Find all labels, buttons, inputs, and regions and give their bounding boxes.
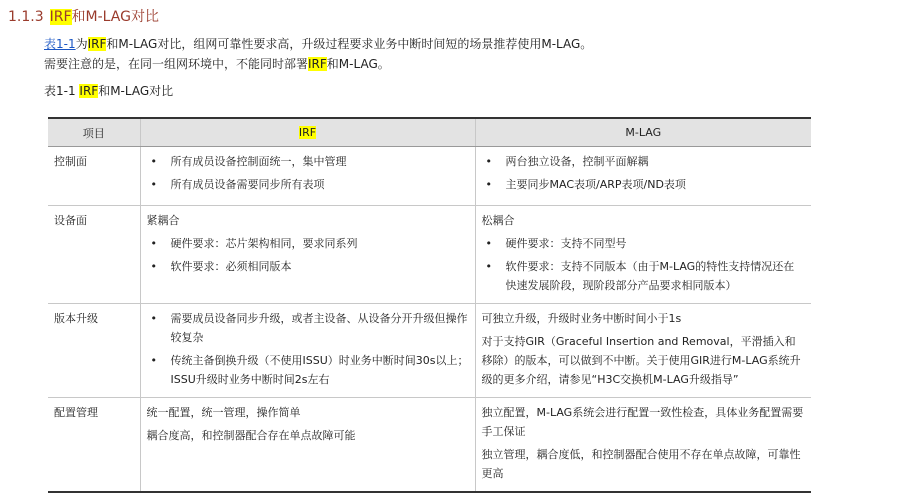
header-irf-label: IRF xyxy=(298,126,317,139)
mlag-cell xyxy=(475,398,811,493)
intro-text: 为 xyxy=(75,37,88,51)
irf-cell xyxy=(140,398,475,493)
list-item: • 软件要求：必须相同版本 xyxy=(147,257,469,276)
cell-paragraph: 独立配置，M-LAG系统会进行配置一致性检查，具体业务配置需要手工保证 xyxy=(481,406,804,438)
list-item: • 所有成员设备需要同步所有表项 xyxy=(147,175,469,194)
caption-text: 和M-LAG对比 xyxy=(98,84,174,98)
caption-highlight: IRF xyxy=(79,84,99,98)
header-irf xyxy=(140,118,475,147)
mlag-cell xyxy=(475,304,811,398)
section-heading xyxy=(8,6,159,26)
header-item: 项目 xyxy=(48,118,140,147)
list-item: • 需要成员设备同步升级，或者主设备、从设备分开升级但操作较复杂 xyxy=(147,309,469,347)
table-row xyxy=(48,206,811,304)
cell-paragraph: 独立管理，耦合度低，和控制器配合使用不存在单点故障，可靠性更高 xyxy=(481,448,801,480)
list-item: • 两台独立设备，控制平面解耦 xyxy=(482,152,806,171)
intro-paragraph-1 xyxy=(44,35,592,52)
table-row xyxy=(48,147,811,206)
mlag-cell xyxy=(475,206,811,304)
header-mlag: M-LAG xyxy=(475,118,811,147)
irf-cell xyxy=(140,147,475,206)
intro-highlight: IRF xyxy=(87,37,107,51)
comparison-table xyxy=(48,117,811,493)
mlag-cell xyxy=(475,147,811,206)
cell-lead: 松耦合 xyxy=(481,214,515,227)
note-text: 需要注意的是，在同一组网环境中，不能同时部署 xyxy=(44,57,309,71)
irf-cell xyxy=(140,304,475,398)
section-number: 1.1.3 xyxy=(8,9,44,25)
intro-text: 和M-LAG对比，组网可靠性要求高，升级过程要求业务中断时间短的场景推荐使用M-LAG。 xyxy=(106,37,593,51)
list-item: • 软件要求：支持不同版本（由于M-LAG的特性支持情况还在快速发展阶段，现阶段部分产品要求相同版本） xyxy=(482,257,806,295)
intro-paragraph-2 xyxy=(44,55,390,72)
table-row xyxy=(48,304,811,398)
row-label: 配置管理 xyxy=(48,398,140,493)
row-label: 版本升级 xyxy=(48,304,140,398)
cell-lead: 紧耦合 xyxy=(146,214,180,227)
irf-cell xyxy=(140,206,475,304)
table-link[interactable]: 表1-1 xyxy=(44,37,76,51)
cell-paragraph: 统一配置，统一管理，操作简单 xyxy=(146,406,301,419)
cell-paragraph: 耦合度高，和控制器配合存在单点故障可能 xyxy=(146,429,356,442)
section-title: 和M-LAG对比 xyxy=(71,9,159,25)
table-caption xyxy=(44,82,173,99)
table-header-row xyxy=(48,118,811,147)
list-item: • 传统主备倒换升级（不使用ISSU）时业务中断时间30s以上；ISSU升级时业务中断时间2s左右 xyxy=(147,351,469,389)
list-item: • 硬件要求：支持不同型号 xyxy=(482,234,806,253)
table-row xyxy=(48,398,811,493)
section-title-highlight: IRF xyxy=(49,9,72,25)
list-item: • 硬件要求：芯片架构相同，要求同系列 xyxy=(147,234,469,253)
list-item: • 所有成员设备控制面统一，集中管理 xyxy=(147,152,469,171)
cell-paragraph: 可独立升级，升级时业务中断时间小于1s xyxy=(481,312,682,325)
cell-paragraph: 对于支持GIR（Graceful Insertion and Removal，平滑插入和移除）的版本，可以做到不中断。关于使用GIR进行M-LAG系统升级的更多介绍，请参见“H3C交换机M-LAG升级指导” xyxy=(481,335,801,386)
row-label: 设备面 xyxy=(48,206,140,304)
note-highlight: IRF xyxy=(308,57,327,71)
caption-prefix: 表1-1 xyxy=(44,84,80,98)
list-item: • 主要同步MAC表项/ARP表项/ND表项 xyxy=(482,175,806,194)
note-text: 和M-LAG。 xyxy=(326,57,390,71)
row-label: 控制面 xyxy=(48,147,140,206)
